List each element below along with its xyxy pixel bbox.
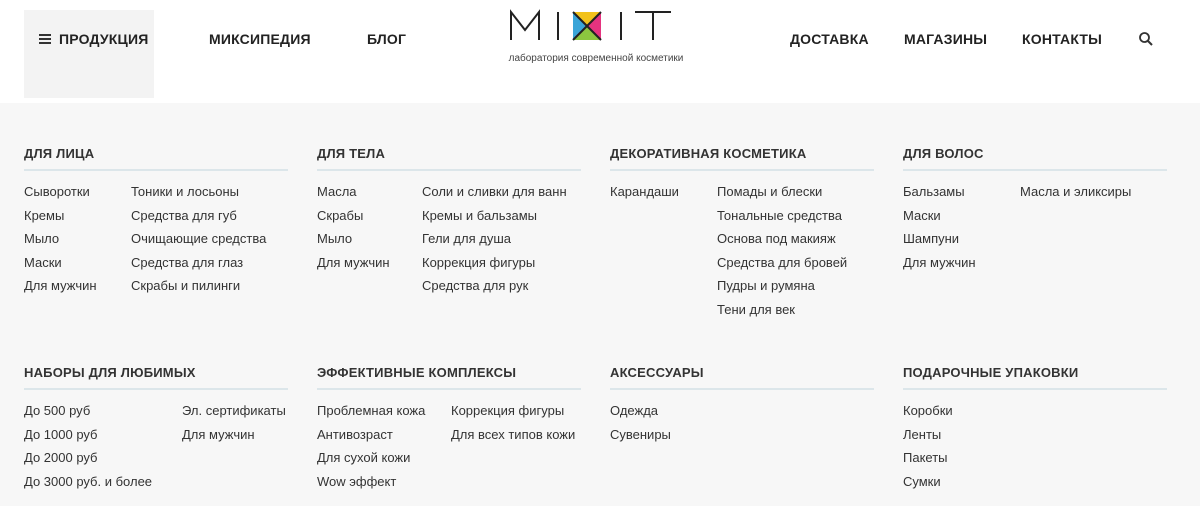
link-list xyxy=(317,183,390,277)
menu-link[interactable]: Масла и эликсиры xyxy=(1020,184,1132,199)
nav-blog[interactable]: БЛОГ xyxy=(367,31,407,47)
menu-link[interactable]: Основа под макияж xyxy=(717,231,836,246)
products-menu-button[interactable] xyxy=(24,10,154,98)
menu-link[interactable]: Маски xyxy=(24,254,62,270)
section-title[interactable]: АКСЕССУАРЫ xyxy=(610,364,874,390)
menu-link[interactable]: Средства для губ xyxy=(131,207,237,223)
menu-link[interactable]: Коробки xyxy=(903,403,953,418)
menu-section-accessories xyxy=(610,364,874,442)
menu-link[interactable]: Кремы и бальзамы xyxy=(422,207,538,223)
menu-link[interactable]: До 2000 руб xyxy=(24,450,98,465)
menu-link[interactable]: До 500 руб xyxy=(24,403,91,418)
search-icon[interactable] xyxy=(1138,31,1154,47)
menu-section-decorative xyxy=(610,145,874,317)
section-title[interactable]: ДЛЯ ТЕЛА xyxy=(317,145,581,171)
section-title[interactable]: ЭФФЕКТИВНЫЕ КОМПЛЕКСЫ xyxy=(317,364,581,390)
menu-link[interactable]: Для мужчин xyxy=(182,426,255,442)
nav-delivery[interactable]: ДОСТАВКА xyxy=(790,31,869,47)
nav-stores[interactable]: МАГАЗИНЫ xyxy=(904,31,988,47)
products-label: ПРОДУКЦИЯ xyxy=(59,31,149,47)
menu-link[interactable]: Сыворотки xyxy=(24,184,90,199)
menu-link[interactable]: Карандаши xyxy=(610,184,679,199)
menu-link[interactable]: Для всех типов кожи xyxy=(451,426,576,442)
nav-contacts[interactable]: КОНТАКТЫ xyxy=(1022,31,1103,47)
menu-link[interactable]: До 1000 руб xyxy=(24,426,98,442)
menu-link[interactable]: Для сухой кожи xyxy=(317,450,411,465)
link-list xyxy=(451,402,575,449)
menu-link[interactable]: Соли и сливки для ванн xyxy=(422,184,567,199)
menu-link[interactable]: Средства для рук xyxy=(422,278,529,293)
menu-link[interactable]: Скрабы xyxy=(317,207,364,223)
menu-link[interactable]: Очищающие средства xyxy=(131,231,267,246)
section-title[interactable]: ПОДАРОЧНЫЕ УПАКОВКИ xyxy=(903,364,1167,390)
section-title[interactable]: ДЛЯ ЛИЦА xyxy=(24,145,288,171)
section-title[interactable]: ДЕКОРАТИВНАЯ КОСМЕТИКА xyxy=(610,145,874,171)
menu-link[interactable]: Гели для душа xyxy=(422,231,511,246)
menu-link[interactable]: Кремы xyxy=(24,207,65,223)
menu-link[interactable]: Пудры и румяна xyxy=(717,278,815,293)
menu-link[interactable]: Тоники и лосьоны xyxy=(131,184,240,199)
menu-link[interactable]: Коррекция фигуры xyxy=(422,254,536,270)
menu-link[interactable]: Ленты xyxy=(903,426,942,442)
menu-link[interactable]: Антивозраст xyxy=(317,426,393,442)
hamburger-icon xyxy=(39,32,51,46)
menu-link[interactable]: Средства для бровей xyxy=(717,254,848,270)
link-list xyxy=(610,402,671,449)
menu-link[interactable]: Сумки xyxy=(903,473,941,489)
menu-link[interactable]: Проблемная кожа xyxy=(317,403,426,418)
menu-link[interactable]: Масла xyxy=(317,184,357,199)
products-nav-item[interactable] xyxy=(39,31,148,47)
menu-link[interactable]: Для мужчин xyxy=(24,278,97,293)
nav-mixipedia[interactable]: МИКСИПЕДИЯ xyxy=(209,31,311,47)
link-list xyxy=(903,402,953,496)
link-list xyxy=(422,183,567,301)
logo-mark xyxy=(505,8,690,48)
menu-link[interactable]: Помады и блески xyxy=(717,184,823,199)
menu-link[interactable]: Мыло xyxy=(317,231,353,246)
link-list xyxy=(24,402,152,496)
menu-link[interactable]: Бальзамы xyxy=(903,184,965,199)
menu-link[interactable]: Для мужчин xyxy=(903,254,976,270)
link-list xyxy=(717,183,847,324)
menu-link[interactable]: Тональные средства xyxy=(717,207,842,223)
menu-link[interactable]: Пакеты xyxy=(903,450,948,465)
link-list xyxy=(610,183,679,207)
link-list xyxy=(182,402,286,449)
link-list xyxy=(317,402,425,496)
link-list xyxy=(903,183,976,277)
menu-link[interactable]: Шампуни xyxy=(903,231,960,246)
menu-link[interactable]: Коррекция фигуры xyxy=(451,403,565,418)
section-title[interactable]: НАБОРЫ ДЛЯ ЛЮБИМЫХ xyxy=(24,364,288,390)
logo-tagline: лаборатория современной косметики xyxy=(508,53,684,64)
menu-link[interactable]: Мыло xyxy=(24,231,60,246)
menu-link[interactable]: Скрабы и пилинги xyxy=(131,278,241,293)
menu-link[interactable]: До 3000 руб. и более xyxy=(24,473,153,489)
link-list xyxy=(24,183,97,301)
menu-link[interactable]: Одежда xyxy=(610,403,659,418)
menu-link[interactable]: Средства для глаз xyxy=(131,254,244,270)
menu-section-gift xyxy=(903,364,1167,489)
menu-section-body xyxy=(317,145,581,293)
menu-section-complexes xyxy=(317,364,581,489)
menu-link[interactable]: Для мужчин xyxy=(317,254,390,270)
menu-link[interactable]: Тени для век xyxy=(717,301,795,317)
menu-link[interactable]: Сувениры xyxy=(610,426,671,442)
menu-link[interactable]: Маски xyxy=(903,207,941,223)
link-list xyxy=(1020,183,1131,207)
site-header xyxy=(0,0,1200,103)
link-list xyxy=(131,183,266,301)
menu-section-hair xyxy=(903,145,1167,270)
menu-section-sets xyxy=(24,364,288,489)
menu-link[interactable]: Wow эффект xyxy=(317,473,397,489)
menu-section-face xyxy=(24,145,288,293)
menu-link[interactable]: Эл. сертификаты xyxy=(182,403,286,418)
section-title[interactable]: ДЛЯ ВОЛОС xyxy=(903,145,1167,171)
